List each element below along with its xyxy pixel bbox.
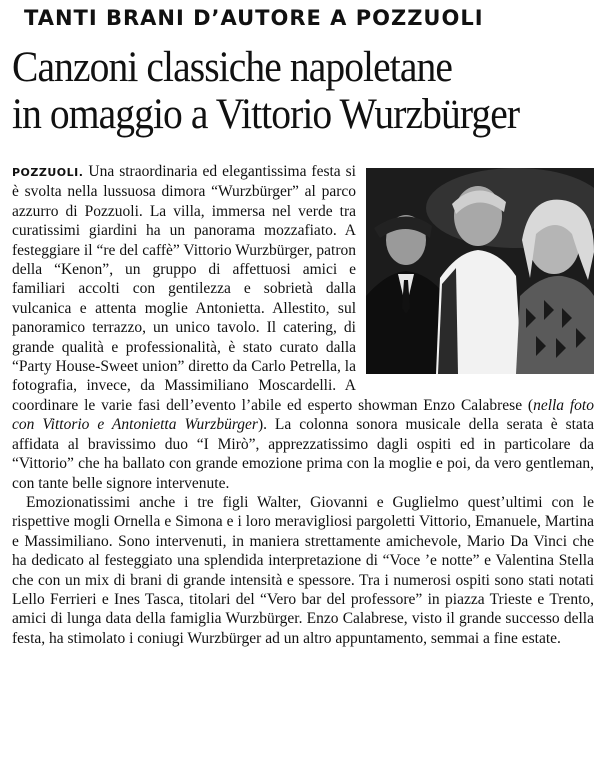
headline bbox=[12, 44, 546, 138]
headline-line-2: in omaggio a Vittorio Wurzbürger bbox=[12, 91, 520, 138]
dateline: POZZUOLI. bbox=[12, 166, 84, 179]
paragraph-2: Emozionatissimi anche i tre figli Walter, Giovanni e Guglielmo quest’ultimi con le rispettive mogli Ornella e Simona e i loro meravigliosi pargoletti Vittorio, Emanuele, Martina e Massimiliano. Sono intervenuti, in maniera strettamente amichevole, Mario Da Vinci che ha dedicato al festeggiato una splendida interpretazione di “Voce ’e notte” e Valentina Stella che con un mix di brani di grande intensità e spessore. Tra i numerosi ospiti sono stati notati Lello Ferrieri e Ines Tasca, titolari del “Vero bar del professore” in piazza Trieste e Trento, amici di lunga data della famiglia Wurzbürger. Enzo Calabrese, visto il grande successo della festa, ha stimolato i coniugi Wurzbürger ad un altro appuntamento, semmai a fine estate. bbox=[12, 493, 594, 647]
photo-caption: nella foto con Vittorio e Antonietta Wurzbürger bbox=[12, 396, 594, 434]
paragraph-1-text-b: ). La colonna sonora musicale della serata è stata affidata al bravissimo duo “I Mirò”, apprezzatissimo dagli ospiti ed in particolare da “Vittorio” che ha ballato con grande emozione prima con la moglie e poi, da vero gentleman, con tante belle signore intervenute. bbox=[12, 416, 594, 492]
paragraph-1-text-a: Una straordinaria ed elegantissima festa si è svolta nella lussuosa dimora “Wurzbürger” al parco azzurro di Pozzuoli. La villa, immersa nel verde tra curatissimi giardini ha un panorama mozzafiato. A festeggiare il “re del caffè” Vittorio Wurzbürger, patron della “Kenon”, un gruppo di affettuosi amici e familiari accolti con gentilezza e sobrietà dalla vulcanica e attenta moglie Antonietta. Allestito, sul panoramico terrazzo, un unico tavolo. Il catering, di grande qualità e professionalità, è stato curato dalla “Party House-Sweet union” diretto da Carlo Petrella, la fotografia, invece, da Massimiliano Moscardelli. A coordinare le varie fasi dell’evento l’abile ed esperto showman Enzo Calabrese ( bbox=[12, 163, 534, 414]
article-photo bbox=[366, 168, 594, 374]
headline-line-1: Canzoni classiche napoletane bbox=[12, 44, 452, 91]
article-body bbox=[12, 162, 594, 648]
kicker: TANTI BRANI D’AUTORE A POZZUOLI bbox=[24, 6, 484, 30]
